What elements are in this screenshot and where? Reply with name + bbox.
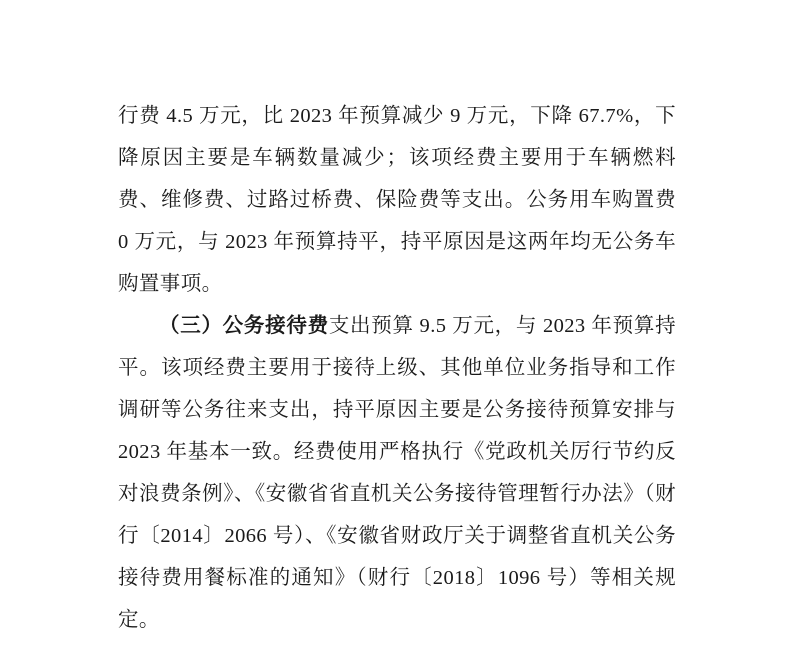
paragraph-vehicle-expense [118, 95, 676, 305]
paragraph-text: 行费 4.5 万元，比 2023 年预算减少 9 万元，下降 67.7%，下降原因主要是车辆数量减少；该项经费主要用于车辆燃料费、维修费、过路过桥费、保险费等支出。公务用车购置费 0 万元，与 2023 年预算持平，持平原因是这两年均无公务车购置事项。 [118, 105, 676, 295]
paragraph-text: 支出预算 9.5 万元，与 2023 年预算持平。该项经费主要用于接待上级、其他单位业务指导和工作调研等公务往来支出，持平原因主要是公务接待预算安排与 2023 年基本一致。经费使用严格执行《党政机关厉行节约反对浪费条例》、《安徽省省直机关公务接待管理暂行办法》（财行〔2014〕2066 号）、《安徽省财政厅关于调整省直机关公务接待费用餐标准的通知》（财行〔2018〕1096 号）等相关规定。 [118, 315, 677, 631]
document-body [118, 95, 676, 641]
paragraph-hospitality-expense [118, 305, 676, 641]
section-heading-label: （三）公务接待费 [159, 315, 329, 337]
